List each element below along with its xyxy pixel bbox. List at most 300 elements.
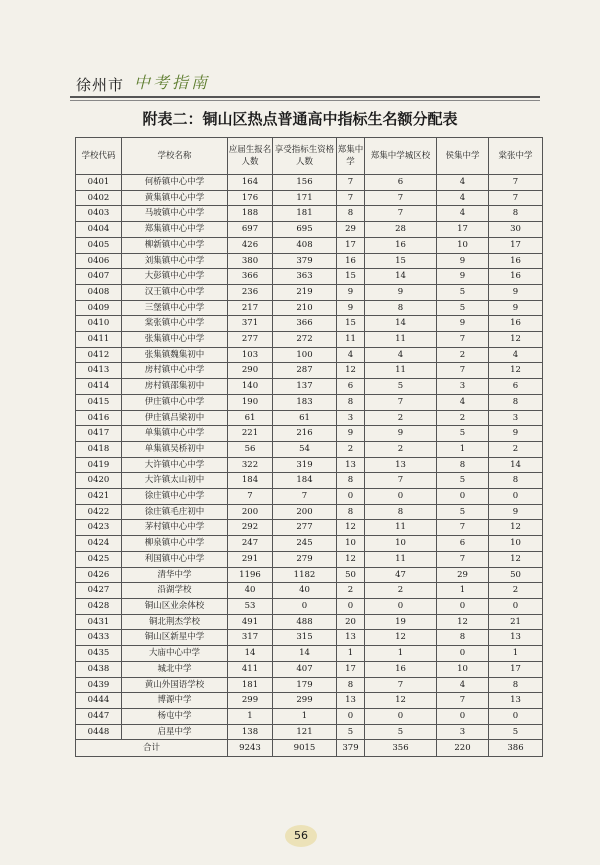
school-code: 0447 (76, 708, 122, 724)
table-cell: 247 (228, 536, 273, 552)
school-name: 黄山外国语学校 (122, 677, 228, 693)
table-cell: 5 (437, 504, 489, 520)
table-row (76, 646, 543, 662)
table-cell: 16 (489, 269, 543, 285)
total-cell: 379 (337, 740, 365, 757)
table-row (76, 677, 543, 693)
table-cell: 2 (337, 441, 365, 457)
school-code: 0427 (76, 583, 122, 599)
school-name: 徐庄镇中心中学 (122, 489, 228, 505)
table-cell: 14 (228, 646, 273, 662)
table-row (76, 520, 543, 536)
table-cell: 407 (273, 661, 337, 677)
school-code: 0413 (76, 363, 122, 379)
total-cell: 386 (489, 740, 543, 757)
table-cell: 697 (228, 222, 273, 238)
school-code: 0407 (76, 269, 122, 285)
table-cell: 0 (273, 598, 337, 614)
school-name: 伊庄镇吕梁初中 (122, 410, 228, 426)
table-cell: 2 (489, 441, 543, 457)
table-cell: 7 (273, 489, 337, 505)
table-cell: 13 (365, 457, 437, 473)
school-code: 0425 (76, 551, 122, 567)
table-cell: 299 (273, 693, 337, 709)
table-cell: 11 (337, 332, 365, 348)
table-cell: 2 (365, 583, 437, 599)
table-cell: 4 (437, 175, 489, 191)
table-cell: 4 (337, 347, 365, 363)
table-cell: 0 (365, 489, 437, 505)
table-cell: 319 (273, 457, 337, 473)
table-cell: 291 (228, 551, 273, 567)
table-cell: 0 (489, 598, 543, 614)
school-code: 0423 (76, 520, 122, 536)
page-number: 56 (285, 825, 317, 847)
table-cell: 6 (365, 175, 437, 191)
table-row (76, 222, 543, 238)
total-cell: 356 (365, 740, 437, 757)
table-cell: 164 (228, 175, 273, 191)
col-header: 享受指标生资格人数 (273, 138, 337, 175)
school-code: 0402 (76, 190, 122, 206)
table-row (76, 175, 543, 191)
table-cell: 30 (489, 222, 543, 238)
table-cell: 16 (365, 661, 437, 677)
table-cell: 50 (489, 567, 543, 583)
table-cell: 216 (273, 426, 337, 442)
table-row (76, 284, 543, 300)
table-cell: 184 (273, 473, 337, 489)
table-cell: 8 (489, 206, 543, 222)
table-cell: 0 (337, 708, 365, 724)
table-row (76, 269, 543, 285)
table-cell: 0 (437, 708, 489, 724)
table-cell: 272 (273, 332, 337, 348)
table-cell: 5 (365, 724, 437, 740)
table-cell: 7 (489, 175, 543, 191)
table-row (76, 363, 543, 379)
table-cell: 8 (337, 206, 365, 222)
table-cell: 12 (337, 520, 365, 536)
table-row (76, 630, 543, 646)
table-cell: 9 (489, 504, 543, 520)
table-row (76, 567, 543, 583)
school-name: 沿湖学校 (122, 583, 228, 599)
school-code: 0422 (76, 504, 122, 520)
table-cell: 9 (489, 284, 543, 300)
table-cell: 7 (437, 363, 489, 379)
table-cell: 16 (489, 253, 543, 269)
table-row (76, 426, 543, 442)
school-name: 清华中学 (122, 567, 228, 583)
table-cell: 0 (437, 646, 489, 662)
table-cell: 50 (337, 567, 365, 583)
table-cell: 245 (273, 536, 337, 552)
table-cell: 1 (228, 708, 273, 724)
table-cell: 4 (365, 347, 437, 363)
table-cell: 426 (228, 237, 273, 253)
table-cell: 7 (228, 489, 273, 505)
table-cell: 21 (489, 614, 543, 630)
table-cell: 200 (273, 504, 337, 520)
school-name: 大许镇太山初中 (122, 473, 228, 489)
table-cell: 188 (228, 206, 273, 222)
table-row (76, 598, 543, 614)
school-name: 郑集镇中心中学 (122, 222, 228, 238)
table-cell: 10 (489, 536, 543, 552)
table-cell: 322 (228, 457, 273, 473)
school-code: 0439 (76, 677, 122, 693)
table-cell: 4 (437, 677, 489, 693)
table-cell: 9 (437, 253, 489, 269)
table-cell: 1 (365, 646, 437, 662)
school-name: 铜山区新星中学 (122, 630, 228, 646)
table-cell: 15 (337, 269, 365, 285)
table-cell: 8 (365, 504, 437, 520)
table-cell: 0 (365, 708, 437, 724)
table-cell: 3 (489, 410, 543, 426)
school-code: 0419 (76, 457, 122, 473)
school-name: 柳新镇中心中学 (122, 237, 228, 253)
table-cell: 366 (228, 269, 273, 285)
table-cell: 8 (337, 394, 365, 410)
school-code: 0416 (76, 410, 122, 426)
school-code: 0401 (76, 175, 122, 191)
table-cell: 287 (273, 363, 337, 379)
table-cell: 13 (337, 693, 365, 709)
table-cell: 28 (365, 222, 437, 238)
table-row (76, 332, 543, 348)
school-name: 博源中学 (122, 693, 228, 709)
table-cell: 0 (337, 598, 365, 614)
table-cell: 7 (437, 551, 489, 567)
table-cell: 7 (437, 332, 489, 348)
school-name: 汉王镇中心中学 (122, 284, 228, 300)
table-row (76, 300, 543, 316)
school-name: 伊庄镇中心中学 (122, 394, 228, 410)
school-name: 大彭镇中心中学 (122, 269, 228, 285)
table-row (76, 489, 543, 505)
table-cell: 17 (489, 661, 543, 677)
table-cell: 2 (437, 347, 489, 363)
table-row (76, 190, 543, 206)
school-name: 刘集镇中心中学 (122, 253, 228, 269)
table-cell: 380 (228, 253, 273, 269)
table-row (76, 347, 543, 363)
school-name: 柳泉镇中心中学 (122, 536, 228, 552)
table-row (76, 504, 543, 520)
table-cell: 4 (437, 206, 489, 222)
table-cell: 137 (273, 379, 337, 395)
table-cell: 100 (273, 347, 337, 363)
table-cell: 29 (337, 222, 365, 238)
school-name: 房村镇中心中学 (122, 363, 228, 379)
table-cell: 138 (228, 724, 273, 740)
table-cell: 411 (228, 661, 273, 677)
school-name: 三堡镇中心中学 (122, 300, 228, 316)
table-row (76, 583, 543, 599)
table-cell: 491 (228, 614, 273, 630)
table-cell: 236 (228, 284, 273, 300)
table-cell: 1 (437, 441, 489, 457)
table-cell: 2 (437, 410, 489, 426)
col-header: 郑集中学城区校 (365, 138, 437, 175)
table-cell: 56 (228, 441, 273, 457)
table-cell: 9 (365, 426, 437, 442)
table-cell: 12 (365, 630, 437, 646)
table-cell: 5 (437, 473, 489, 489)
table-cell: 7 (437, 693, 489, 709)
table-cell: 2 (365, 410, 437, 426)
table-cell: 183 (273, 394, 337, 410)
school-code: 0418 (76, 441, 122, 457)
table-cell: 12 (337, 363, 365, 379)
table-cell: 299 (228, 693, 273, 709)
table-row (76, 253, 543, 269)
table-cell: 4 (437, 190, 489, 206)
table-cell: 9 (337, 284, 365, 300)
table-cell: 1 (337, 646, 365, 662)
table-cell: 103 (228, 347, 273, 363)
col-header: 应届生报名人数 (228, 138, 273, 175)
table-cell: 371 (228, 316, 273, 332)
table-cell: 61 (228, 410, 273, 426)
table-row (76, 693, 543, 709)
table-row (76, 379, 543, 395)
school-code: 0415 (76, 394, 122, 410)
table-cell: 9 (365, 284, 437, 300)
table-cell: 140 (228, 379, 273, 395)
school-code: 0409 (76, 300, 122, 316)
school-name: 马坡镇中心中学 (122, 206, 228, 222)
table-cell: 7 (337, 175, 365, 191)
table-cell: 8 (365, 300, 437, 316)
table-row (76, 394, 543, 410)
table-header-row (76, 138, 543, 175)
table-cell: 13 (489, 693, 543, 709)
table-cell: 277 (228, 332, 273, 348)
school-code: 0405 (76, 237, 122, 253)
table-row (76, 724, 543, 740)
school-code: 0414 (76, 379, 122, 395)
table-cell: 9 (437, 316, 489, 332)
table-body (76, 175, 543, 740)
table-cell: 12 (489, 363, 543, 379)
school-code: 0420 (76, 473, 122, 489)
table-cell: 12 (489, 520, 543, 536)
table-cell: 16 (489, 316, 543, 332)
table-cell: 171 (273, 190, 337, 206)
table-cell: 317 (228, 630, 273, 646)
table-row (76, 410, 543, 426)
table-cell: 5 (365, 379, 437, 395)
table-cell: 13 (337, 630, 365, 646)
table-cell: 7 (365, 473, 437, 489)
table-cell: 5 (337, 724, 365, 740)
table-cell: 1 (437, 583, 489, 599)
school-code: 0421 (76, 489, 122, 505)
table-cell: 11 (365, 363, 437, 379)
table-cell: 10 (437, 237, 489, 253)
school-code: 0448 (76, 724, 122, 740)
table-cell: 17 (337, 237, 365, 253)
table-row (76, 237, 543, 253)
table-cell: 3 (437, 724, 489, 740)
table-cell: 6 (489, 379, 543, 395)
table-cell: 12 (489, 551, 543, 567)
table-cell: 1182 (273, 567, 337, 583)
table-cell: 53 (228, 598, 273, 614)
table-cell: 0 (365, 598, 437, 614)
table-cell: 0 (437, 598, 489, 614)
school-name: 大庙中心中学 (122, 646, 228, 662)
school-code: 0426 (76, 567, 122, 583)
table-cell: 5 (437, 284, 489, 300)
table-cell: 9 (437, 269, 489, 285)
table-cell: 11 (365, 551, 437, 567)
school-name: 房村镇邵集初中 (122, 379, 228, 395)
table-cell: 7 (489, 190, 543, 206)
school-name: 徐庄镇毛庄初中 (122, 504, 228, 520)
header-rule (70, 96, 540, 98)
table-row (76, 614, 543, 630)
table-cell: 0 (489, 708, 543, 724)
school-code: 0433 (76, 630, 122, 646)
col-header: 侯集中学 (437, 138, 489, 175)
table-cell: 9 (489, 426, 543, 442)
school-name: 铜北荆杰学校 (122, 614, 228, 630)
table-cell: 290 (228, 363, 273, 379)
table-cell: 40 (273, 583, 337, 599)
school-code: 0412 (76, 347, 122, 363)
table-cell: 10 (337, 536, 365, 552)
table-cell: 279 (273, 551, 337, 567)
school-code: 0406 (76, 253, 122, 269)
table-cell: 190 (228, 394, 273, 410)
table-row (76, 473, 543, 489)
school-code: 0444 (76, 693, 122, 709)
table-cell: 12 (489, 332, 543, 348)
table-cell: 2 (365, 441, 437, 457)
school-name: 启星中学 (122, 724, 228, 740)
table-cell: 292 (228, 520, 273, 536)
table-title: 附表二：铜山区热点普通高中指标生名额分配表 (142, 110, 458, 128)
table-cell: 5 (437, 300, 489, 316)
table-cell: 7 (437, 520, 489, 536)
table-row (76, 457, 543, 473)
header-rule-thin (70, 100, 540, 101)
table-cell: 156 (273, 175, 337, 191)
school-name: 茅村镇中心中学 (122, 520, 228, 536)
table-cell: 7 (365, 190, 437, 206)
table-cell: 13 (489, 630, 543, 646)
table-cell: 176 (228, 190, 273, 206)
table-cell: 11 (365, 332, 437, 348)
table-cell: 6 (437, 536, 489, 552)
table-cell: 277 (273, 520, 337, 536)
school-name: 张集镇中心中学 (122, 332, 228, 348)
school-code: 0410 (76, 316, 122, 332)
table-cell: 8 (489, 677, 543, 693)
table-cell: 54 (273, 441, 337, 457)
table-cell: 9 (489, 300, 543, 316)
table-row (76, 536, 543, 552)
table-cell: 19 (365, 614, 437, 630)
table-cell: 14 (273, 646, 337, 662)
table-cell: 17 (437, 222, 489, 238)
table-cell: 184 (228, 473, 273, 489)
table-cell: 363 (273, 269, 337, 285)
table-row (76, 661, 543, 677)
table-cell: 15 (365, 253, 437, 269)
table-cell: 8 (337, 473, 365, 489)
table-row (76, 206, 543, 222)
school-name: 铜山区业余体校 (122, 598, 228, 614)
table-cell: 4 (437, 394, 489, 410)
header-logo: 中考指南 (134, 73, 211, 92)
table-cell: 8 (337, 677, 365, 693)
school-name: 何桥镇中心中学 (122, 175, 228, 191)
table-cell: 179 (273, 677, 337, 693)
school-code: 0404 (76, 222, 122, 238)
table-cell: 315 (273, 630, 337, 646)
total-cell: 220 (437, 740, 489, 757)
table-cell: 379 (273, 253, 337, 269)
table-cell: 14 (365, 316, 437, 332)
col-header: 学校代码 (76, 138, 122, 175)
table-cell: 15 (337, 316, 365, 332)
table-cell: 10 (365, 536, 437, 552)
school-code: 0435 (76, 646, 122, 662)
school-code: 0411 (76, 332, 122, 348)
school-code: 0428 (76, 598, 122, 614)
table-cell: 217 (228, 300, 273, 316)
table-cell: 3 (437, 379, 489, 395)
total-cell: 9015 (273, 740, 337, 757)
table-cell: 219 (273, 284, 337, 300)
col-header: 棠张中学 (489, 138, 543, 175)
table-cell: 14 (365, 269, 437, 285)
table-cell: 20 (337, 614, 365, 630)
table-cell: 6 (337, 379, 365, 395)
school-name: 张集镇魏集初中 (122, 347, 228, 363)
total-label: 合计 (76, 740, 228, 757)
school-code: 0424 (76, 536, 122, 552)
table-cell: 17 (489, 237, 543, 253)
table-cell: 29 (437, 567, 489, 583)
table-cell: 8 (489, 473, 543, 489)
table-cell: 16 (337, 253, 365, 269)
table-cell: 17 (337, 661, 365, 677)
table-cell: 0 (437, 489, 489, 505)
table-cell: 366 (273, 316, 337, 332)
table-cell: 121 (273, 724, 337, 740)
school-name: 棠张镇中心中学 (122, 316, 228, 332)
school-name: 单集镇中心中学 (122, 426, 228, 442)
table-cell: 5 (489, 724, 543, 740)
table-cell: 0 (489, 489, 543, 505)
col-header: 学校名称 (122, 138, 228, 175)
page-header (70, 72, 540, 98)
school-code: 0417 (76, 426, 122, 442)
table-cell: 61 (273, 410, 337, 426)
table-cell: 210 (273, 300, 337, 316)
table-cell: 8 (437, 630, 489, 646)
quota-table (75, 137, 543, 757)
table-cell: 2 (337, 583, 365, 599)
table-cell: 695 (273, 222, 337, 238)
school-name: 黄集镇中心中学 (122, 190, 228, 206)
